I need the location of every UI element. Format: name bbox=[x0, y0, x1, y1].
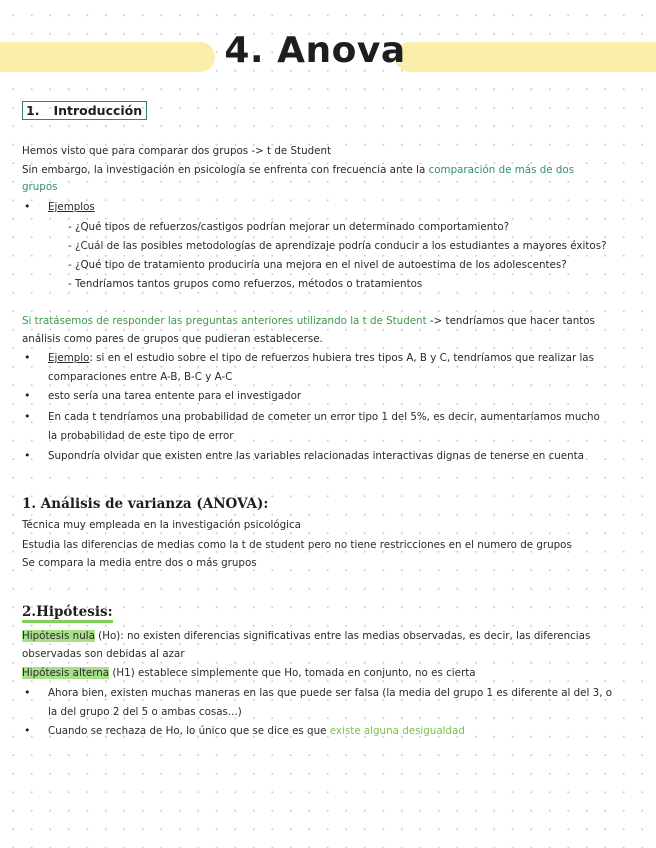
example-item: - ¿Qué tipo de tratamiento produciría una mejora en el nivel de autoestima de los adolescentes? bbox=[68, 259, 567, 271]
intro-heading: 1. Introducción bbox=[22, 101, 147, 120]
hipotesis-bullet-1-cont: la del grupo 2 del 5 o ambas cosas...) bbox=[48, 706, 242, 718]
intro-bullet-3: En cada t tendríamos una probabilidad de cometer un error tipo 1 del 5%, es decir, aumentaríamos mucho bbox=[48, 411, 600, 423]
intro-bullet-2: esto sería una tarea entente para el investigador bbox=[48, 390, 302, 402]
example-item: - ¿Cuál de las posibles metodologías de aprendizaje podría conducir a los estudiantes a mayores éxitos? bbox=[68, 240, 607, 252]
bullet: • bbox=[24, 410, 31, 423]
bullet: • bbox=[24, 200, 31, 213]
intro-bullet-4: Supondría olvidar que existen entre las variables relacionadas interactivas dignas de tenerse en cuenta bbox=[48, 450, 584, 462]
intro-p2-cont: grupos bbox=[22, 181, 58, 193]
bullet: • bbox=[24, 724, 31, 737]
intro-p3-cont: análisis como pares de grupos que pudieran establecerse. bbox=[22, 333, 323, 345]
bullet: • bbox=[24, 686, 31, 699]
intro-p2: Sin embargo, la investigación en psicología se enfrenta con frecuencia ante la comparación de más de dos bbox=[22, 164, 575, 176]
example-item: - Tendríamos tantos grupos como refuerzos, métodos o tratamientos bbox=[68, 278, 423, 290]
intro-p1: Hemos visto que para comparar dos grupos -> t de Student bbox=[22, 145, 332, 157]
hipotesis-bullet-1: Ahora bien, existen muchas maneras en las que puede ser falsa (la media del grupo 1 es diferente al del 3, o bbox=[48, 687, 613, 699]
intro-bullet-1: Ejemplo: si en el estudio sobre el tipo de refuerzos hubiera tres tipos A, B y C, tendríamos que realizar las bbox=[48, 352, 594, 364]
intro-bullet-3-cont: la probabilidad de este tipo de error bbox=[48, 430, 234, 442]
bullet: • bbox=[24, 389, 31, 402]
page-title: 4. Anova bbox=[224, 30, 406, 71]
example-item: - ¿Qué tipos de refuerzos/castigos podrían mejorar un determinado comportamiento? bbox=[68, 221, 510, 233]
anova-heading: 1. Análisis de varianza (ANOVA): bbox=[22, 496, 269, 512]
anova-line-3: Se compara la media entre dos o más grupos bbox=[22, 557, 257, 569]
hipotesis-heading: 2.Hipótesis: bbox=[22, 604, 113, 620]
anova-line-2: Estudia las diferencias de medias como la t de student pero no tiene restricciones en el numero de grupos bbox=[22, 539, 572, 551]
intro-bullet-1-cont: comparaciones entre A-B, B-C y A-C bbox=[48, 371, 233, 383]
bullet: • bbox=[24, 449, 31, 462]
intro-p3: Si tratásemos de responder las preguntas anteriores utilizando la t de Student -> tendríamos que hacer tantos bbox=[22, 315, 595, 327]
h1-line: Hipótesis alterna (H1) establece simplemente que Ho, tomada en conjunto, no es cierta bbox=[22, 667, 476, 679]
anova-line-1: Técnica muy empleada en la investigación psicológica bbox=[22, 519, 301, 531]
examples-label: Ejemplos bbox=[48, 201, 95, 213]
h0-line-cont: observadas son debidas al azar bbox=[22, 648, 185, 660]
hipotesis-bullet-2: Cuando se rechaza de Ho, lo único que se dice es que existe alguna desigualdad bbox=[48, 725, 465, 737]
h0-line: Hipótesis nula (Ho): no existen diferencias significativas entre las medias observadas, es decir, las diferencias bbox=[22, 630, 591, 642]
bullet: • bbox=[24, 351, 31, 364]
